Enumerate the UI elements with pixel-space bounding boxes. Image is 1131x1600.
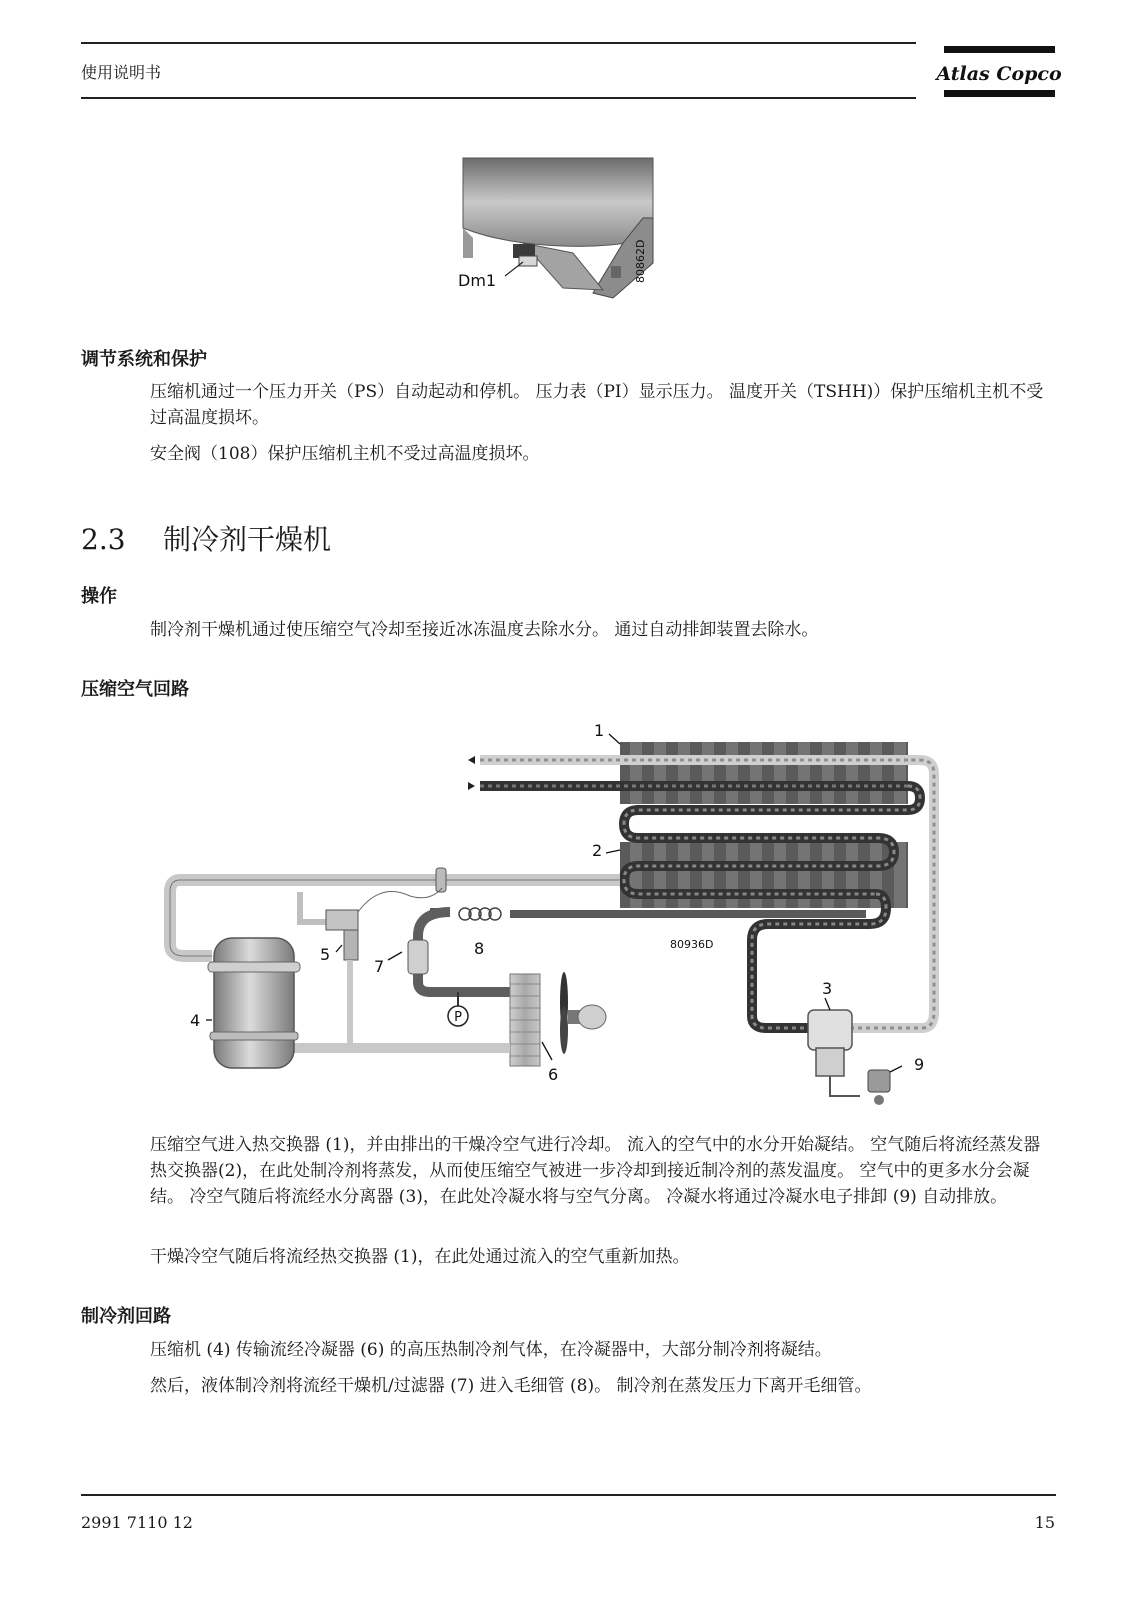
heading-operation: 操作 — [81, 586, 117, 607]
label-5: 5 — [320, 945, 331, 964]
paragraph-refrigerant-1: 压缩机 (4) 传输流经冷凝器 (6) 的高压热制冷剂气体，在冷凝器中，大部分制冷剂将凝结。 — [150, 1340, 832, 1360]
electronic-drain — [868, 1070, 890, 1092]
header-title: 使用说明书 — [81, 63, 162, 82]
label-8: 8 — [474, 939, 485, 958]
water-separator — [808, 1010, 852, 1050]
section-title: 制冷剂干燥机 — [163, 523, 332, 556]
section-heading-2-3 — [81, 518, 331, 558]
label-p: P — [454, 1010, 462, 1025]
footer-doc-number: 2991 7110 12 — [81, 1513, 193, 1532]
footer-page-number: 15 — [1034, 1513, 1055, 1532]
paragraph-air-circuit-2: 干燥冷空气随后将流经热交换器 (1)，在此处通过流入的空气重新加热。 — [150, 1247, 690, 1267]
label-3: 3 — [822, 979, 833, 998]
heat-exchanger-1 — [620, 742, 908, 804]
label-7: 7 — [374, 957, 385, 976]
figure-dryer-schematic — [150, 712, 980, 1112]
logo-text: Atlas Copco — [936, 63, 1062, 85]
label-6: 6 — [548, 1065, 559, 1084]
filter-dryer — [408, 940, 428, 974]
heading-air-circuit: 压缩空气回路 — [81, 679, 189, 700]
figure1-code: 80862D — [634, 239, 647, 283]
figure-tank-drain — [458, 158, 663, 303]
paragraph-refrigerant-2: 然后，液体制冷剂将流经干燥机/过滤器 (7) 进入毛细管 (8)。 制冷剂在蒸发压力下离开毛细管。 — [150, 1376, 872, 1396]
header-rule-top — [81, 42, 916, 44]
label-4: 4 — [190, 1011, 201, 1030]
expansion-valve — [326, 910, 358, 930]
section-number: 2.3 — [81, 523, 126, 556]
label-1: 1 — [594, 721, 605, 740]
paragraph-air-circuit-1: 压缩空气进入热交换器 (1)，并由排出的干燥冷空气进行冷却。 流入的空气中的水分开始凝结。 空气随后将流经蒸发器热交换器(2)，在此处制冷剂将蒸发，从而使压缩空气被进一步冷却到接近制冷剂的蒸发温度。 空气中的更多水分会凝结。 冷空气随后将流经水分离器 (3)，在此处冷凝水将与空气分离。 冷凝水将通过冷凝水电子排卸 (9) 自动排放。 — [150, 1135, 1041, 1207]
header-rule-bottom — [81, 97, 916, 99]
paragraph-regulation-1: 压缩机通过一个压力开关（PS）自动起动和停机。 压力表（PI）显示压力。 温度开关（TSHH)）保护压缩机主机不受过高温度损坏。 — [150, 382, 1044, 428]
footer-rule — [81, 1494, 1056, 1496]
label-2: 2 — [592, 841, 603, 860]
figure2-code: 80936D — [670, 938, 714, 951]
paragraph-operation: 制冷剂干燥机通过使压缩空气冷却至接近冰冻温度去除水分。 通过自动排卸装置去除水。 — [150, 620, 819, 640]
paragraph-regulation-2: 安全阀（108）保护压缩机主机不受过高温度损坏。 — [150, 444, 540, 464]
label-9: 9 — [914, 1055, 925, 1074]
compressor — [214, 938, 294, 1068]
heading-refrigerant-circuit: 制冷剂回路 — [81, 1306, 171, 1327]
callout-dm1: Dm1 — [458, 271, 497, 290]
heading-regulation: 调节系统和保护 — [81, 349, 207, 370]
atlas-copco-logo — [936, 44, 1062, 100]
